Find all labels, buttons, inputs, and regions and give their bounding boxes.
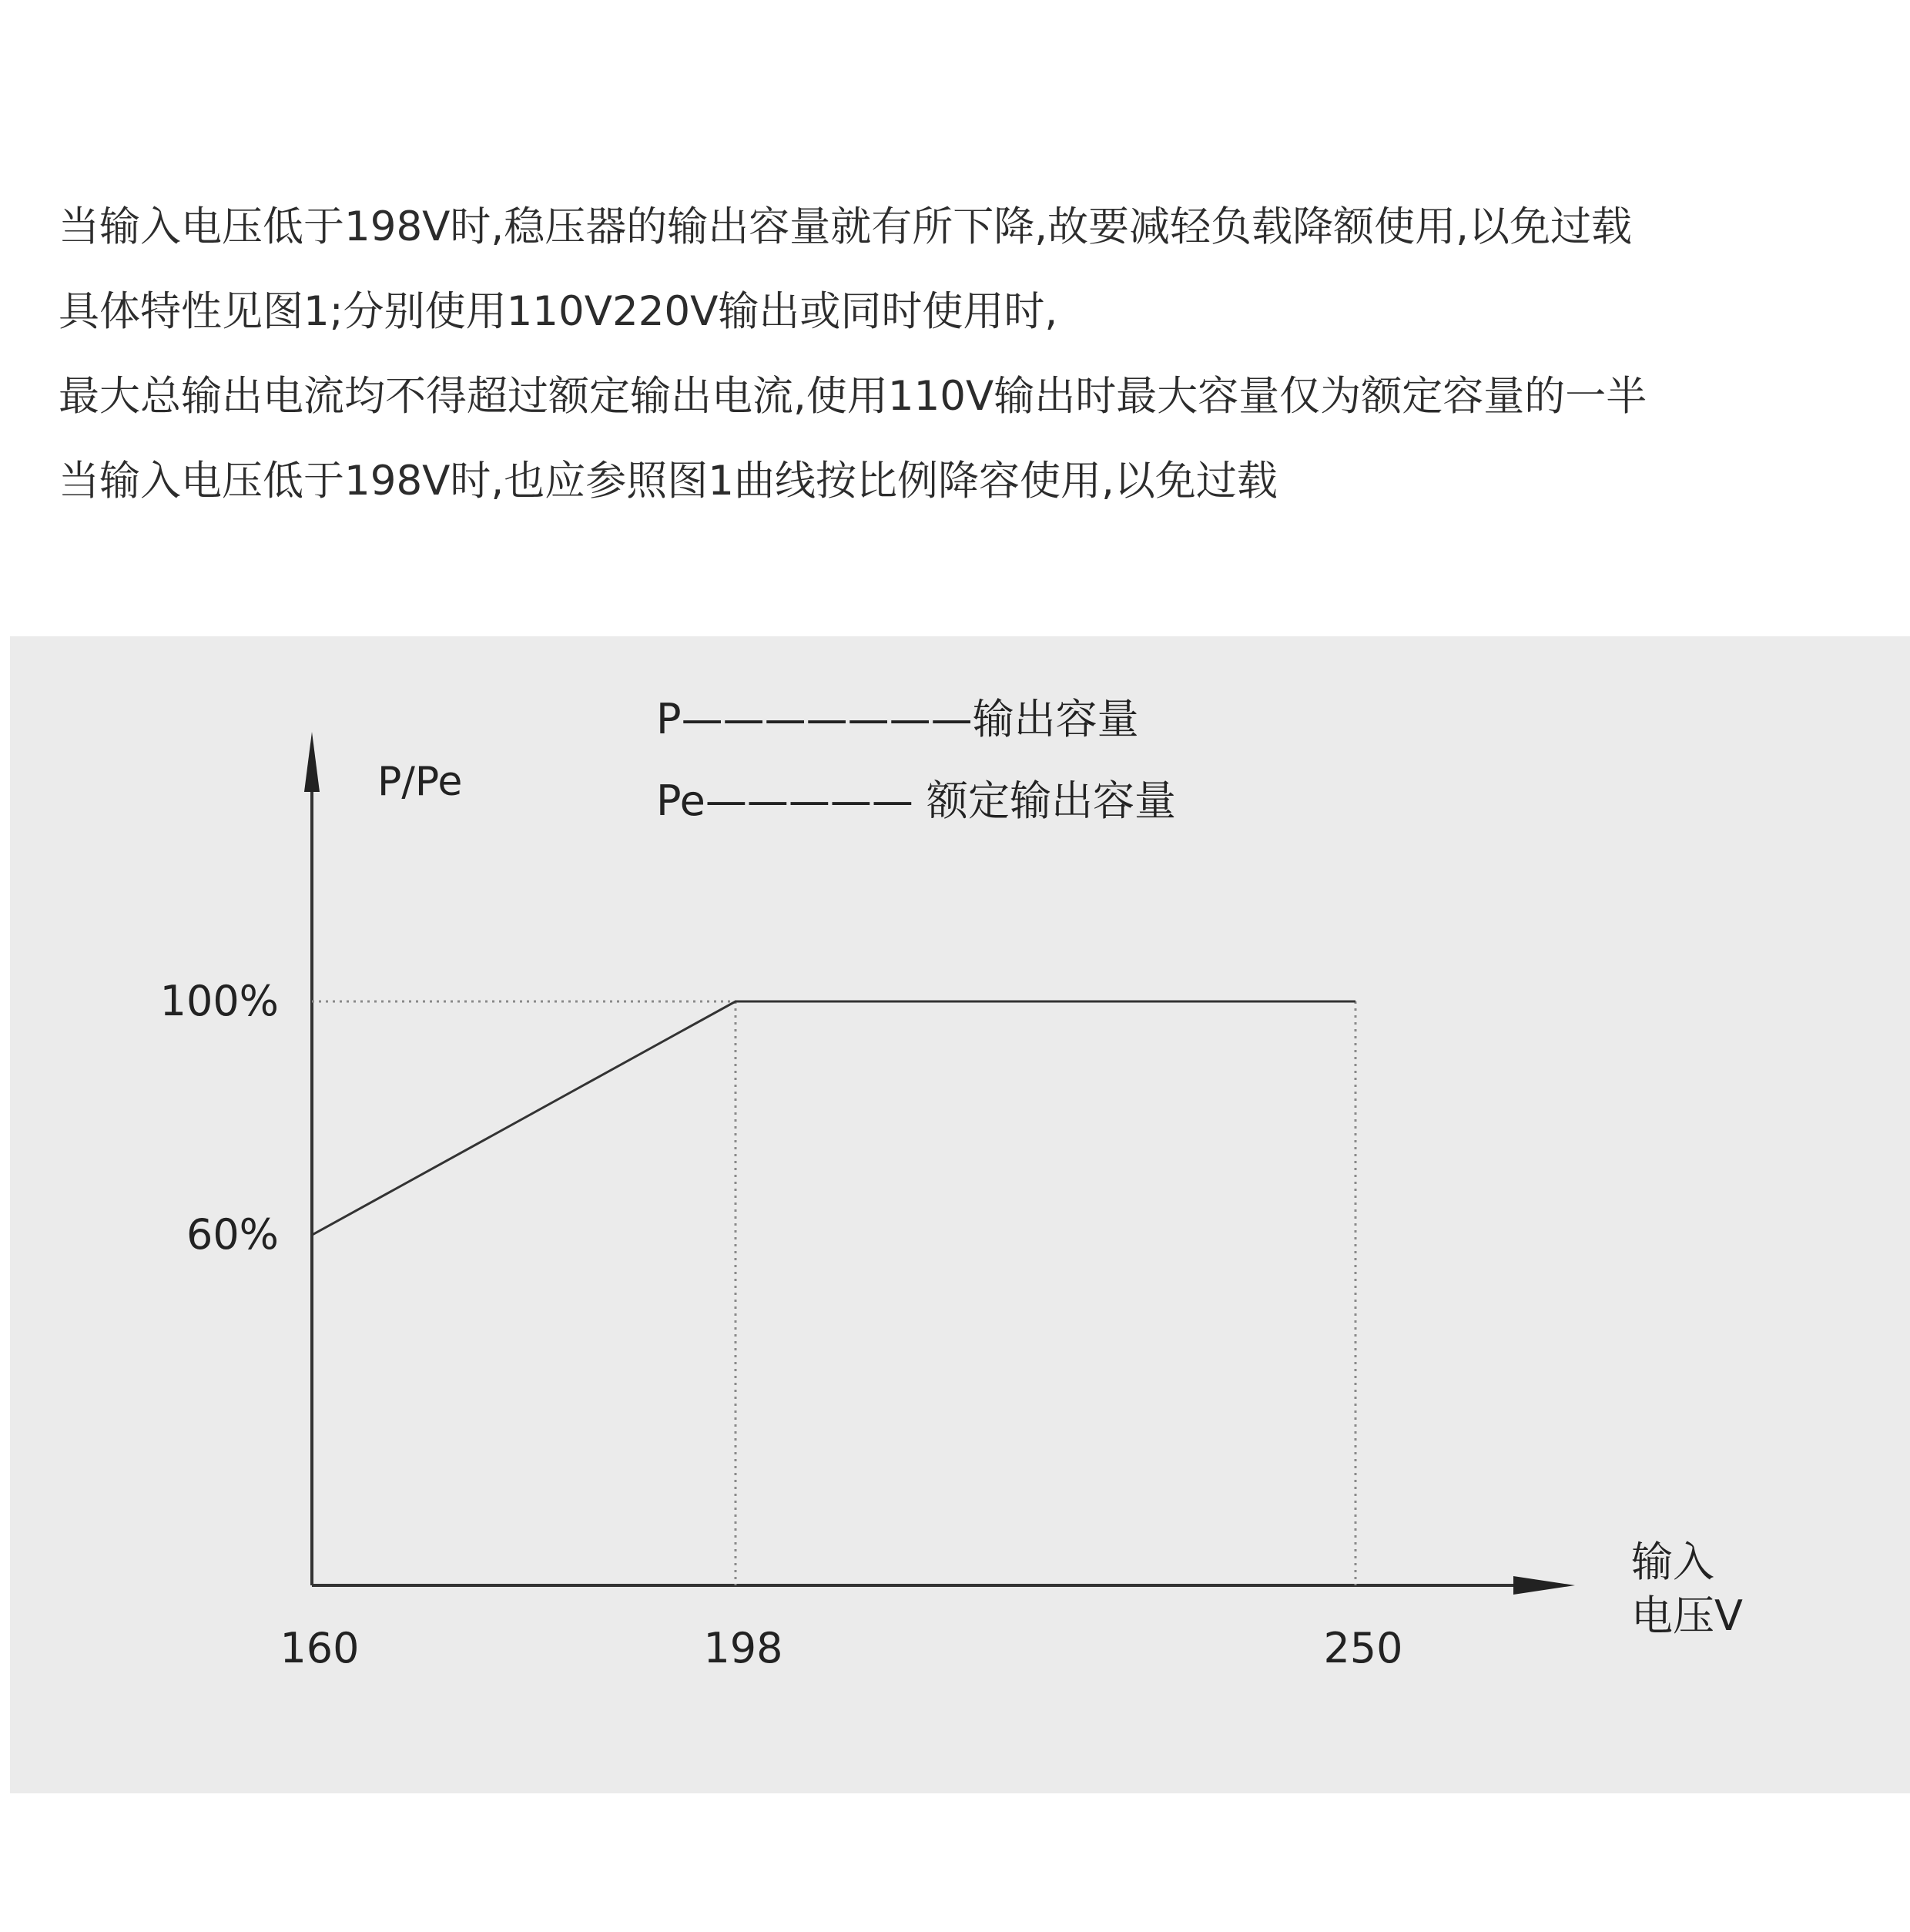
legend-dash-p: ——————— — [681, 695, 973, 743]
x-tick-label-160: 160 — [280, 1624, 360, 1672]
reference-lines — [312, 1001, 1355, 1585]
description-line-1: 当输入电压低于198V时,稳压器的输出容量就有所下降,故要减轻负载降额使用,以免过载 — [59, 203, 1632, 250]
description-line-2: 具体特性见图1;分别使用110V220V输出或同时使用时, — [59, 288, 1058, 335]
legend — [656, 695, 1176, 825]
y-tick-labels — [160, 977, 279, 1259]
x-axis-arrow-icon — [1513, 1576, 1575, 1595]
y-axis-label: P/Pe — [377, 759, 463, 805]
legend-entry-p — [656, 695, 1139, 743]
y-axis-arrow-icon — [304, 732, 320, 792]
y-tick-label-60: 60% — [186, 1210, 279, 1259]
x-tick-label-250: 250 — [1323, 1624, 1403, 1672]
legend-symbol-pe: Pe — [656, 776, 705, 825]
legend-entry-pe — [656, 776, 1176, 825]
description-line-4: 当输入电压低于198V时,也应参照图1曲线按比例降容使用,以免过载 — [59, 458, 1278, 505]
legend-text-p: 输出容量 — [972, 695, 1139, 743]
legend-dash-pe: ————— — [705, 776, 927, 825]
legend-text-pe: 额定输出容量 — [927, 776, 1177, 825]
x-tick-label-198: 198 — [703, 1624, 783, 1672]
x-tick-labels — [280, 1624, 1402, 1672]
x-axis-label — [1631, 1538, 1743, 1640]
description-line-3: 最大总输出电流均不得超过额定输出电流,使用110V输出时最大容量仅为额定容量的一半 — [59, 373, 1647, 420]
x-axis-label-line-1: 输入 — [1631, 1538, 1714, 1586]
legend-symbol-p: P — [656, 695, 682, 743]
x-axis-label-line-2: 电压V — [1631, 1592, 1743, 1640]
series-line-output-capacity — [312, 1001, 1355, 1235]
y-tick-label-100: 100% — [159, 977, 279, 1025]
